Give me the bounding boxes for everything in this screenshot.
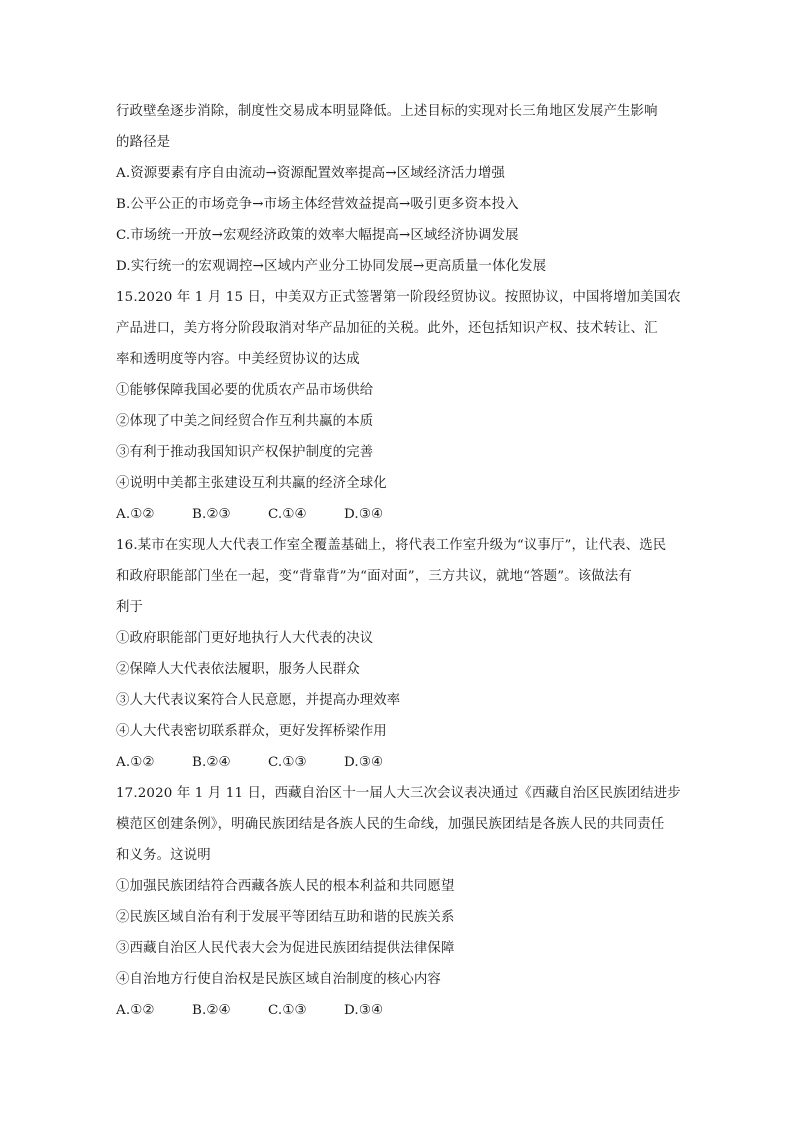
question-stem-line: 产品进口，美方将分阶段取消对华产品加征的关税。此外，还包括知识产权、技术转让、汇 [116, 321, 658, 336]
choice-a: A.①② [116, 755, 155, 770]
option-b: B.公平公正的市场竞争→市场主体经营效益提高→吸引更多资本投入 [116, 197, 519, 212]
question-15 [116, 282, 686, 530]
answer-choices [116, 995, 686, 1026]
question-stem-line: 的路径是 [116, 135, 171, 150]
question-stem-line: 利于 [116, 600, 144, 615]
question-16 [116, 530, 686, 778]
question-stem-line: 行政壁垒逐步消除，制度性交易成本明显降低。上述目标的实现对长三角地区发展产生影响 [116, 104, 658, 119]
statement-3: ③有利于推动我国知识产权保护制度的完善 [116, 445, 374, 460]
option-c: C.市场统一开放→宏观经济政策的效率大幅提高→区域经济协调发展 [116, 228, 519, 243]
question-stem-line: 和义务。这说明 [116, 848, 211, 863]
choice-c: C.①③ [268, 1003, 307, 1018]
choice-d: D.③④ [344, 507, 384, 522]
option-d: D.实行统一的宏观调控→区域内产业分工协同发展→更高质量一体化发展 [116, 259, 547, 274]
choice-c: C.①④ [268, 507, 307, 522]
statement-2: ②民族区域自治有利于发展平等团结互助和谐的民族关系 [116, 910, 455, 925]
choice-a: A.①② [116, 507, 155, 522]
choice-b: B.②③ [192, 507, 231, 522]
choice-b: B.②④ [192, 755, 231, 770]
question-stem-line: 模范区创建条例》，明确民族团结是各族人民的生命线，加强民族团结是各族人民的共同责任 [116, 817, 665, 832]
statement-1: ①加强民族团结符合西藏各族人民的根本利益和共同愿望 [116, 879, 455, 894]
option-a: A.资源要素有序自由流动→资源配置效率提高→区域经济活力增强 [116, 166, 506, 181]
question-stem-line: 16.某市在实现人大代表工作室全覆盖基础上，将代表工作室升级为“议事厅”，让代表、选民 [116, 538, 667, 553]
choice-b: B.②④ [192, 1003, 231, 1018]
statement-4: ④自治地方行使自治权是民族区域自治制度的核心内容 [116, 972, 441, 987]
choice-a: A.①② [116, 1003, 155, 1018]
question-stem-line: 和政府职能部门坐在一起，变“背靠背”为“面对面”，三方共议，就地“答题”。该做法有 [116, 569, 632, 584]
statement-1: ①政府职能部门更好地执行人大代表的决议 [116, 631, 374, 646]
question-stem-line: 15.2020 年 1 月 15 日，中美双方正式签署第一阶段经贸协议。按照协议，中国将增加美国农 [116, 290, 681, 305]
statement-3: ③人大代表议案符合人民意愿，并提高办理效率 [116, 693, 401, 708]
statement-1: ①能够保障我国必要的优质农产品市场供给 [116, 383, 374, 398]
statement-4: ④说明中美都主张建设互利共赢的经济全球化 [116, 476, 387, 491]
question-stem-line: 17.2020 年 1 月 11 日，西藏自治区十一届人大三次会议表决通过《西藏自治区民族团结进步 [116, 786, 681, 801]
statement-4: ④人大代表密切联系群众，更好发挥桥梁作用 [116, 724, 387, 739]
choice-c: C.①③ [268, 755, 307, 770]
choice-d: D.③④ [344, 755, 384, 770]
question-14-continued [116, 96, 686, 282]
exam-page [116, 96, 686, 1026]
answer-choices [116, 747, 686, 778]
question-stem-line: 率和透明度等内容。中美经贸协议的达成 [116, 352, 360, 367]
answer-choices [116, 499, 686, 530]
statement-3: ③西藏自治区人民代表大会为促进民族团结提供法律保障 [116, 941, 455, 956]
choice-d: D.③④ [344, 1003, 384, 1018]
statement-2: ②体现了中美之间经贸合作互利共赢的本质 [116, 414, 374, 429]
statement-2: ②保障人大代表依法履职，服务人民群众 [116, 662, 360, 677]
question-17 [116, 778, 686, 1026]
